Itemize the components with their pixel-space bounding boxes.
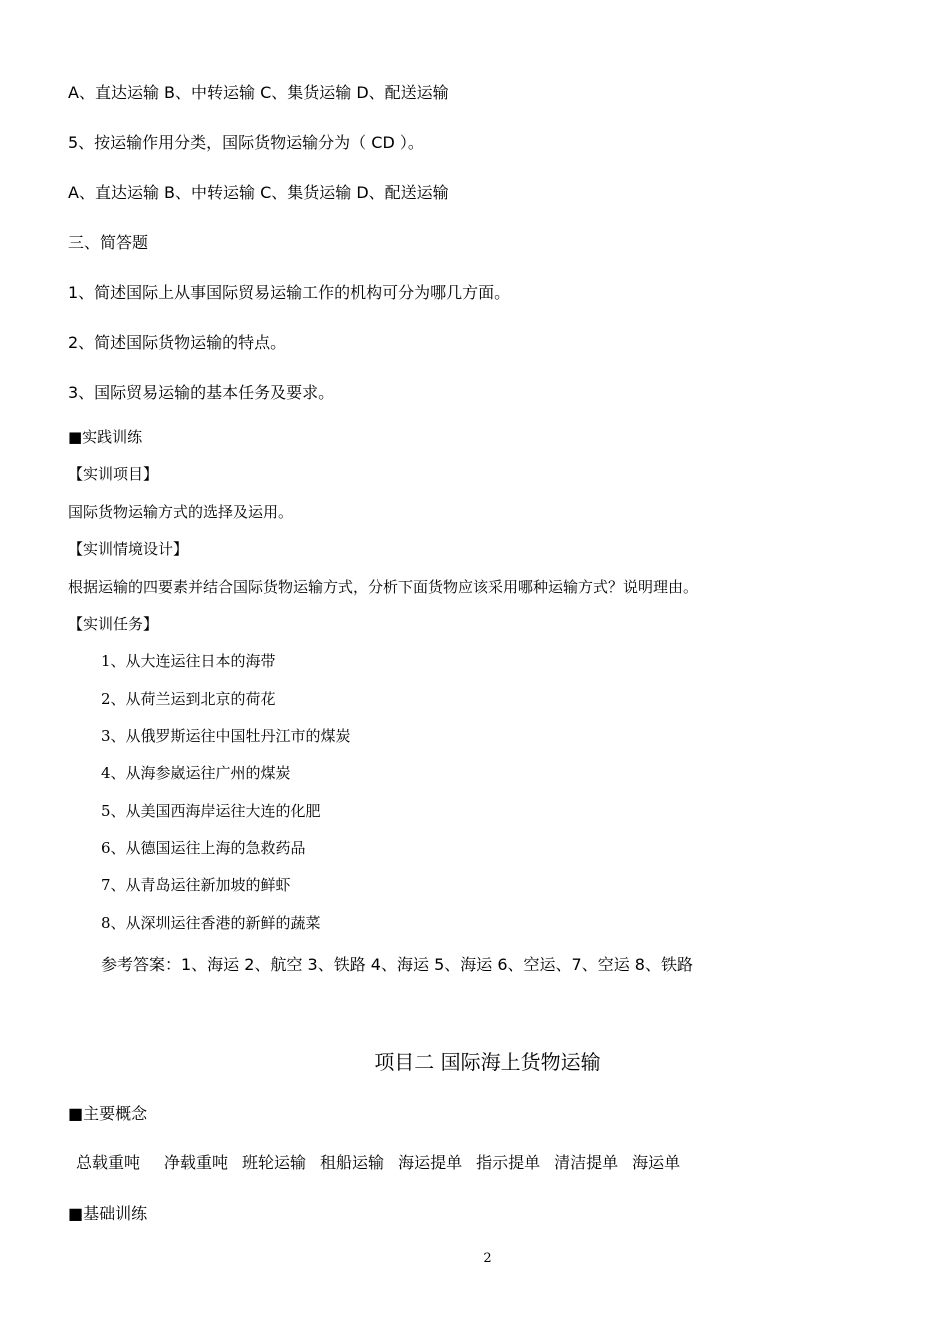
section-short-answer-heading: 三、简答题 — [68, 233, 149, 252]
task-item: 3、从俄罗斯运往中国牡丹江市的煤炭 — [101, 727, 351, 745]
training-scenario-label: 【实训情境设计】 — [68, 540, 189, 558]
task-item: 1、从大连运往日本的海带 — [101, 652, 276, 670]
training-project-text: 国际货物运输方式的选择及运用。 — [68, 503, 294, 521]
training-project-label: 【实训项目】 — [68, 465, 159, 483]
concept-term: 清洁提单 — [554, 1153, 619, 1172]
concepts-list — [76, 1150, 694, 1173]
training-scenario-text: 根据运输的四要素并结合国际货物运输方式，分析下面货物应该采用哪种运输方式？说明理由。 — [68, 578, 699, 596]
short-answer-question-3: 3、国际贸易运输的基本任务及要求。 — [68, 383, 335, 402]
task-item: 4、从海参崴运往广州的煤炭 — [101, 764, 291, 782]
page-number: 2 — [483, 1251, 492, 1266]
concept-term: 总载重吨 — [76, 1153, 141, 1172]
project-2-title: 项目二 国际海上货物运输 — [374, 1050, 601, 1074]
training-tasks-label: 【实训任务】 — [68, 615, 159, 633]
short-answer-question-1: 1、简述国际上从事国际贸易运输工作的机构可分为哪几方面。 — [68, 283, 511, 302]
basic-training-heading: ■基础训练 — [68, 1204, 148, 1223]
main-concepts-heading: ■主要概念 — [68, 1104, 148, 1123]
concept-term: 租船运输 — [320, 1153, 385, 1172]
task-item: 6、从德国运往上海的急救药品 — [101, 839, 306, 857]
question-4-options: A、直达运输 B、中转运输 C、集货运输 D、配送运输 — [68, 83, 449, 102]
task-item: 7、从青岛运往新加坡的鲜虾 — [101, 876, 291, 894]
reference-answer: 参考答案：1、海运 2、航空 3、铁路 4、海运 5、海运 6、空运、7、空运 8、铁路 — [101, 955, 693, 974]
concept-term: 海运提单 — [398, 1153, 463, 1172]
task-item: 8、从深圳运往香港的新鲜的蔬菜 — [101, 914, 321, 932]
concept-term: 净载重吨 — [164, 1153, 229, 1172]
short-answer-question-2: 2、简述国际货物运输的特点。 — [68, 333, 287, 352]
task-item: 5、从美国西海岸运往大连的化肥 — [101, 802, 321, 820]
concept-term: 班轮运输 — [242, 1153, 307, 1172]
concept-term: 指示提单 — [476, 1153, 541, 1172]
question-5-options: A、直达运输 B、中转运输 C、集货运输 D、配送运输 — [68, 183, 449, 202]
concept-term: 海运单 — [632, 1153, 681, 1172]
question-5: 5、按运输作用分类，国际货物运输分为（ CD ）。 — [68, 133, 424, 152]
practice-heading: ■实践训练 — [68, 428, 143, 446]
task-item: 2、从荷兰运到北京的荷花 — [101, 690, 276, 708]
